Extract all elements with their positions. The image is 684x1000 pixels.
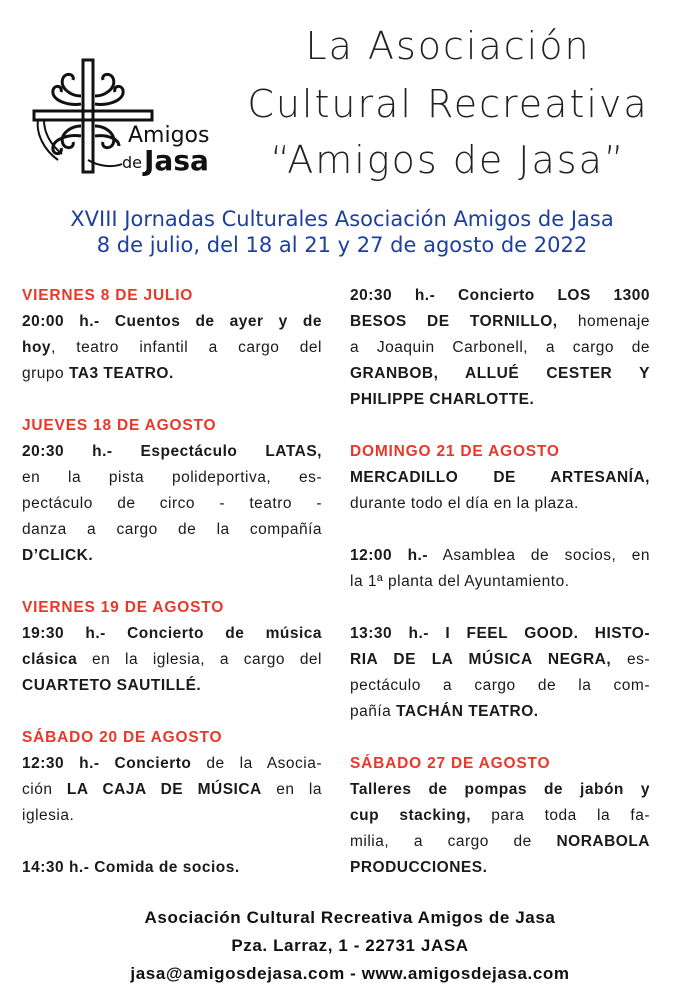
event-highlight: TACHÁN TEATRO.: [396, 703, 539, 720]
event-text: de la Asocia-: [191, 755, 322, 772]
spacer: [22, 699, 322, 725]
event-highlight: BESOS DE TORNILLO,: [350, 313, 558, 330]
event-text: durante todo el día en la plaza.: [350, 495, 579, 512]
logo-text-jasa: Jasa: [144, 144, 209, 176]
event-text: en la: [261, 781, 322, 798]
spacer: [350, 413, 650, 439]
event-text: pañía: [350, 703, 397, 720]
event-text: milia, a cargo de: [350, 833, 557, 850]
date-heading: DOMINGO 21 DE AGOSTO: [350, 443, 560, 460]
event-text: ción: [22, 781, 67, 798]
logo: [26, 56, 226, 176]
event-highlight: 14:30 h.- Comida de socios.: [22, 859, 240, 876]
event-highlight: CUARTETO SAUTILLÉ.: [22, 677, 202, 694]
event-text: a Joaquin Carbonell, a cargo de: [350, 339, 650, 356]
logo-text-amigos: Amigos: [128, 123, 210, 148]
event-text: Asamblea de socios, en: [428, 547, 650, 564]
event-highlight: clásica: [22, 651, 78, 668]
event-text-line: [350, 621, 650, 647]
event-highlight: RIA DE LA MÚSICA NEGRA,: [350, 651, 612, 668]
event-text-line: [350, 283, 650, 309]
event-highlight: NORABOLA: [556, 833, 650, 850]
event-text-line: [22, 309, 322, 335]
event-text-line: [350, 699, 650, 725]
subtitle-line-2: 8 de julio, del 18 al 21 y 27 de agosto de 2022: [96, 233, 588, 257]
event-text: pectáculo a cargo de la com-: [350, 677, 650, 694]
event-highlight: 12:00 h.-: [350, 547, 429, 564]
event-highlight: Talleres de pompas de jabón y: [350, 781, 650, 798]
spacer: [22, 387, 322, 413]
event-text-line: [22, 647, 322, 673]
footer-contact: jasa@amigosdejasa.com - www.amigosdejasa.com: [130, 964, 570, 983]
event-highlight: MERCADILLO DE ARTESANÍA,: [350, 469, 650, 486]
event-highlight: 20:00 h.- Cuentos de ayer y de: [22, 313, 322, 330]
date-heading: SÁBADO 27 DE AGOSTO: [350, 755, 551, 772]
title-line-3: “Amigos de Jasa”: [270, 138, 626, 182]
event-text-line: [350, 803, 650, 829]
logo-text-de: de: [122, 153, 142, 172]
title-line-1: La Asociación: [305, 24, 591, 68]
cross-logo-icon: [26, 56, 226, 176]
event-text: en la iglesia, a cargo del: [77, 651, 322, 668]
event-text-line: [350, 647, 650, 673]
event-text-line: [22, 751, 322, 777]
spacer: [22, 569, 322, 595]
event-text: para toda la fa-: [471, 807, 650, 824]
date-heading: VIERNES 19 DE AGOSTO: [22, 599, 225, 616]
event-text-line: [350, 465, 650, 491]
footer-org-name: Asociación Cultural Recreativa Amigos de Jasa: [144, 908, 556, 927]
event-text-line: [22, 439, 322, 465]
event-text-line: [350, 855, 650, 881]
spacer: [350, 595, 650, 621]
event-text-line: [350, 361, 650, 387]
event-text: danza a cargo de la compañía: [22, 521, 322, 538]
date-heading: JUEVES 18 DE AGOSTO: [22, 417, 217, 434]
event-text: la 1ª planta del Ayuntamiento.: [350, 573, 570, 590]
event-highlight: TA3 TEATRO.: [68, 365, 174, 382]
event-text: grupo: [22, 365, 69, 382]
event-highlight: GRANBOB, ALLUÉ CESTER Y: [350, 365, 650, 382]
event-text: iglesia.: [22, 807, 75, 824]
event-text-line: [350, 335, 650, 361]
event-highlight: hoy: [22, 339, 52, 356]
event-text-line: [350, 777, 650, 803]
spacer: [350, 725, 650, 751]
event-text: homenaje: [557, 313, 650, 330]
event-text-line: [350, 387, 650, 413]
event-text-line: [350, 829, 650, 855]
event-highlight: LA CAJA DE MÚSICA: [66, 781, 262, 798]
event-text-line: [22, 777, 322, 803]
event-text-line: [22, 855, 322, 881]
event-highlight: cup stacking,: [350, 807, 472, 824]
event-highlight: 13:30 h.- I FEEL GOOD. HISTO-: [350, 625, 650, 642]
event-text-line: [350, 673, 650, 699]
event-text-line: [350, 309, 650, 335]
event-text-line: [350, 569, 650, 595]
event-text: en la pista polideportiva, es-: [22, 469, 322, 486]
event-text-line: [22, 491, 322, 517]
event-text-line: [22, 361, 322, 387]
event-highlight: PHILIPPE CHARLOTTE.: [350, 391, 535, 408]
event-highlight: PRODUCCIONES.: [350, 859, 488, 876]
event-highlight: 20:30 h.- Espectáculo LATAS,: [22, 443, 322, 460]
spacer: [22, 829, 322, 855]
event-highlight: 20:30 h.- Concierto LOS 1300: [350, 287, 650, 304]
program-column-right: [350, 283, 650, 881]
event-highlight: 19:30 h.- Concierto de música: [22, 625, 322, 642]
date-heading: VIERNES 8 DE JULIO: [22, 287, 194, 304]
event-text-line: [22, 803, 322, 829]
event-text-line: [22, 465, 322, 491]
title-line-2: Cultural Recreativa: [247, 82, 649, 126]
subtitle-line-1: XVIII Jornadas Culturales Asociación Amigos de Jasa: [70, 207, 614, 231]
event-text: es-: [611, 651, 650, 668]
event-highlight: D’CLICK.: [22, 547, 94, 564]
event-text-line: [350, 543, 650, 569]
event-highlight: 12:30 h.- Concierto: [22, 755, 192, 772]
event-text-line: [350, 491, 650, 517]
event-text-line: [22, 621, 322, 647]
date-heading: SÁBADO 20 DE AGOSTO: [22, 729, 223, 746]
event-text-line: [22, 673, 322, 699]
event-text-line: [22, 517, 322, 543]
footer-address: Pza. Larraz, 1 - 22731 JASA: [231, 936, 469, 955]
program-column-left: [22, 283, 322, 881]
event-text: pectáculo de circo - teatro -: [22, 495, 322, 512]
event-text-line: [22, 335, 322, 361]
event-text: , teatro infantil a cargo del: [51, 339, 322, 356]
event-text-line: [22, 543, 322, 569]
spacer: [350, 517, 650, 543]
